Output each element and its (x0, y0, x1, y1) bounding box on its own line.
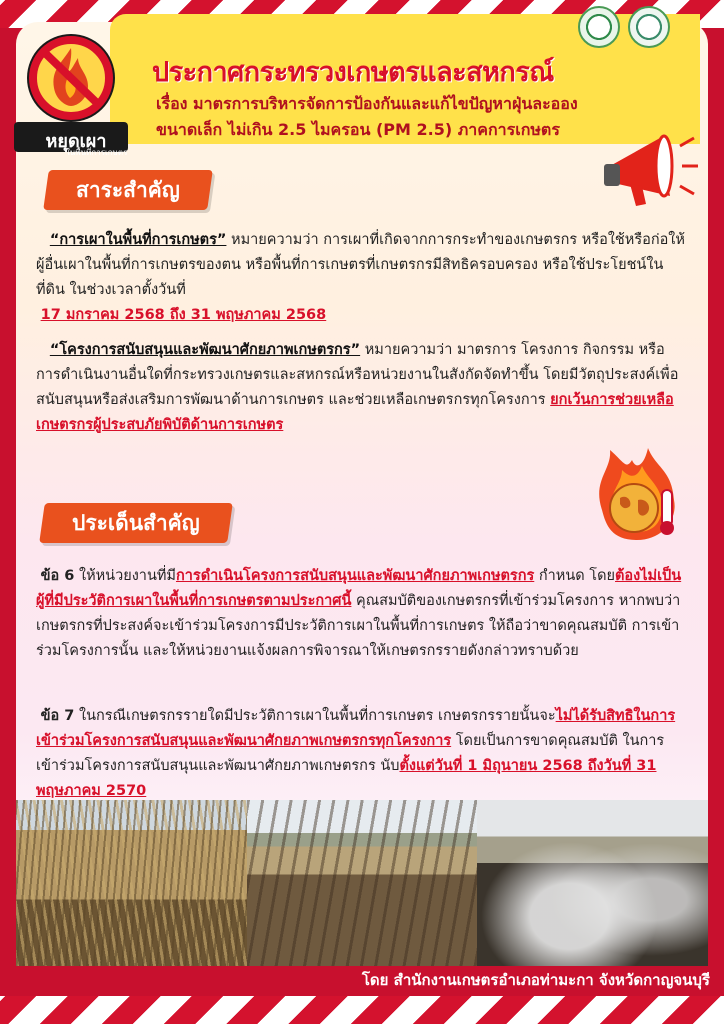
clause-6-number: ข้อ 6 (40, 568, 75, 584)
agency-logo-icon (628, 6, 670, 48)
clause-7-number: ข้อ 7 (40, 708, 75, 724)
photo-field-smoke (477, 800, 708, 966)
clause-7-text-2: โดยเป็นการขาดคุณสมบัติ ในการเข้าร่วมโครงการสนับสนุนและพัฒนาศักยภาพเกษตรกร นับ (36, 733, 665, 774)
clause-7-highlight-1: ไม่ได้รับสิทธิในการเข้าร่วมโครงการสนับสนุนและพัฒนาศักยภาพเกษตรกรทุกโครงการ (36, 708, 676, 749)
field-photos (16, 800, 708, 966)
photo-dry-crops (16, 800, 247, 966)
subtitle-line-1: เรื่อง มาตรการบริหารจัดการป้องกันและแก้ไขปัญหาฝุ่นละออง (156, 94, 578, 113)
burning-period-date: 17 มกราคม 2568 ถึง 31 พฤษภาคม 2568 (40, 307, 327, 323)
clause-7-highlight-2: ตั้งแต่วันที่ 1 มิถุนายน 2568 ถึงวันที่ 31 พฤษภาคม 2570 (36, 758, 657, 799)
definition-project-text: หมายความว่า มาตรการ โครงการ กิจกรรม หรือการดำเนินงานอื่นใดที่กระทรวงเกษตรและสหกรณ์หรือหน่วยงานในสังกัดจัดทำขึ้น โดยมีวัตถุประสงค์เพื่อสนับสนุนหรือส่งเสริมการพัฒนาด้านการเกษตร และช่วยเหลือเกษตรกรทุกโครงการ (36, 342, 679, 408)
ministry-logo-icon (578, 6, 620, 48)
page-title: ประกาศกระทรวงเกษตรและสหกรณ์ (152, 57, 554, 88)
definition-burning-text: หมายความว่า การเผาที่เกิดจากการกระทำของเกษตรกร หรือใช้หรือก่อให้ผู้อื่นเผาในพื้นที่การเกษตรของตน หรือพื้นที่การเกษตรที่เกษตรกรมีสิทธิครอบครอง หรือใช้ประโยชน์ในที่ดิน ในช่วงเวลาตั้งวันที่ (36, 232, 685, 298)
photo-burnt-field (247, 800, 478, 966)
clause-6-text-1: ให้หน่วยงานที่มี (74, 568, 176, 584)
subtitle-line-2: ขนาดเล็ก ไม่เกิน 2.5 ไมครอน (PM 2.5) ภาคการเกษตร (156, 120, 560, 139)
definition-burning (36, 228, 686, 328)
clause-6-highlight-1: การดำเนินโครงการสนับสนุนและพัฒนาศักยภาพเกษตรกร (175, 568, 535, 584)
term-burning: “การเผาในพื้นที่การเกษตร” (49, 232, 227, 248)
exception-highlight: ยกเว้นการช่วยเหลือเกษตรกรผู้ประสบภัยพิบัติด้านการเกษตร (36, 392, 674, 433)
megaphone-icon (600, 126, 700, 216)
clause-7-text-1: ในกรณีเกษตรกรรายใดมีประวัติการเผาในพื้นที่การเกษตร เกษตรกรรายนั้นจะ (74, 708, 556, 724)
badge-text: หยุดเผา (45, 131, 107, 152)
term-project: “โครงการสนับสนุนและพัฒนาศักยภาพเกษตรกร” (49, 342, 361, 358)
clause-6-highlight-2: ต้องไม่เป็นผู้ที่มีประวัติการเผาในพื้นที่การเกษตรตามประกาศนี้ (36, 568, 682, 609)
clause-6-text-3: คุณสมบัติของเกษตรกรที่เข้าร่วมโครงการ หากพบว่าเกษตรกรที่ประสงค์จะเข้าร่วมโครงการมีประวัติการเผาในพื้นที่การเกษตร ให้ถือว่าขาดคุณสมบัติ การเข้าร่วมโครงการนั้น และให้หน่วยงานแจ้งผลการพิจารณาให้เกษตรกรรายดังกล่าวทราบด้วย (36, 593, 681, 659)
footer-credit: โดย สำนักงานเกษตรอำเภอท่ามะกา จังหวัดกาญจนบุรี (361, 971, 710, 989)
section-main-issues-label: ประเด็นสำคัญ (39, 503, 232, 543)
definition-project (36, 338, 686, 438)
ministry-logos (578, 6, 670, 48)
badge-subtext: ในพื้นที่การเกษตร (66, 148, 128, 157)
bottom-stripes (0, 996, 724, 1024)
clause-6-text-2: กำหนด โดย (534, 568, 616, 584)
burning-globe-icon (582, 440, 692, 550)
clause-7 (36, 704, 686, 804)
clause-6 (36, 564, 686, 664)
section-key-points-label: สาระสำคัญ (43, 170, 212, 210)
